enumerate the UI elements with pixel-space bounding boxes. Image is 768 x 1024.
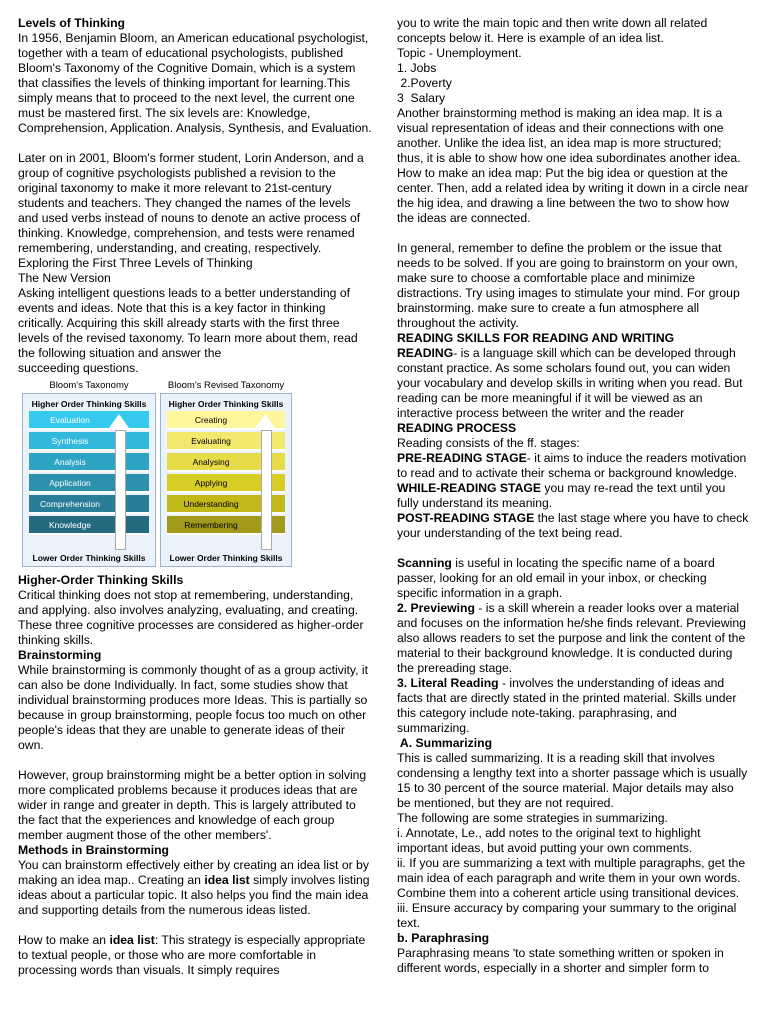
arrow-up-icon xyxy=(261,430,272,550)
heading-methods: Methods in Brainstorming xyxy=(18,843,169,857)
taxonomy-level: Understanding xyxy=(167,495,285,514)
paragraph: i. Annotate, Le., add notes to the original text to highlight important ideas, but avoid putting your own comments. xyxy=(397,826,701,855)
paragraph: Asking intelligent questions leads to a better understanding of events and ideas. Note that this is a key factor in thinking critically. Acquiring this skill already starts with the first three levels of the revised taxonomy. To learn more about them, read the following situation and answer the xyxy=(18,286,358,360)
heading-paraphrasing: b. Paraphrasing xyxy=(397,931,490,945)
arrow-head-icon xyxy=(109,414,129,428)
paragraph: Later on in 2001, Bloom's former student, Lorin Anderson, and a group of cognitive psychologists published a revision to the original taxonomy to make it more relevant to 21st-century students and teachers. They changed the names of the levels and used verbs instead of nouns to denote an active process of thinking. Knowledge, comprehension, and tests were renamed remembering, understanding, and creating, respectively. xyxy=(18,151,364,255)
taxonomy-level: Remembering xyxy=(167,516,285,535)
arrow-up-icon xyxy=(115,430,126,550)
paragraph: Critical thinking does not stop at remembering, understanding, and applying. also involves analyzing, evaluating, and creating. These three cognitive processes are considered as higher-order thinking skills. xyxy=(18,588,364,647)
taxonomy-level: Comprehension xyxy=(29,495,149,514)
taxonomy-level: Applying xyxy=(167,474,285,493)
taxonomy-level: Application xyxy=(29,474,149,493)
paragraph: In general, remember to define the problem or the issue that needs to be solved. If you are going to brainstorm on your own, make sure to choose a comfortable place and minimize distractions. Try using images to stimulate your mind. For group brainstorming. make sure to create a fun atmosphere all throughout the activity. xyxy=(397,241,740,330)
paragraph: In 1956, Benjamin Bloom, an American educational psychologist, together with a team of educational psychologists, published Bloom's Taxonomy of the Cognitive Domain, which is a system that classifies the levels of thinking important for learning.This simply means that to proceed to the next level, the current one must be mastered first. The six levels are: Knowledge, Comprehension, Application. Analysis, Synthesis, and Evaluation. xyxy=(18,31,372,135)
heading-summarizing: A. Summarizing xyxy=(397,736,493,750)
higher-order-label: Higher Order Thinking Skills xyxy=(168,399,284,409)
paragraph: Topic - Unemployment. xyxy=(397,46,522,60)
revised-taxonomy-panel xyxy=(160,379,292,563)
original-taxonomy-title: Bloom's Taxonomy xyxy=(49,380,129,391)
list-item: 3 Salary xyxy=(397,91,446,105)
paragraph: While brainstorming is commonly thought of as a group activity, it can also be done Individually. In fact, some studies show that individual brainstorming produces more Ideas. This is partially so because in group brainstorming, people focus too much on other people's ideas that they are unable to generate ideas of their own. xyxy=(18,663,368,752)
revised-taxonomy-title: Bloom's Revised Taxonomy xyxy=(167,380,285,391)
lower-order-label: Lower Order Thinking Skills xyxy=(32,553,146,563)
taxonomy-level: Analysing xyxy=(167,453,285,472)
paragraph: PRE-READING STAGE- it aims to induce the readers motivation to read and to activate their schema or background knowledge. xyxy=(397,451,747,480)
taxonomy-level: Creating xyxy=(167,411,285,430)
heading-higher-order: Higher-Order Thinking Skills xyxy=(18,573,184,587)
paragraph: WHILE-READING STAGE you may re-read the text until you fully understand its meaning. xyxy=(397,481,726,510)
paragraph: The following are some strategies in summarizing. xyxy=(397,811,668,825)
lower-order-label: Lower Order Thinking Skills xyxy=(169,553,283,563)
heading-brainstorming: Brainstorming xyxy=(18,648,102,662)
list-item: 2.Poverty xyxy=(397,76,452,90)
taxonomy-level: Synthesis xyxy=(29,432,149,451)
taxonomy-level: Evaluating xyxy=(167,432,285,451)
paragraph: you to write the main topic and then write down all related concepts below it. Here is example of an idea list. xyxy=(397,16,708,45)
paragraph: ii. If you are summarizing a text with multiple paragraphs, get the main idea of each paragraph and write them in your own words. Combine them into a coherent article using transitional devices. xyxy=(397,856,746,900)
paragraph: You can brainstorm effectively either by creating an idea list or by making an idea map.. Creating an idea list simply involves listing ideas about a particular topic. It also helps you find the main idea and supporting details from the numerous ideas listed. xyxy=(18,858,370,917)
paragraph: 3. Literal Reading - involves the understanding of ideas and facts that are directly stated in the printed material. Skills under this category include note-taking. paraphrasing, and summarizing. xyxy=(397,676,737,735)
paragraph: Reading consists of the ff. stages: xyxy=(397,436,580,450)
paragraph: Paraphrasing means 'to state something written or spoken in different words, especially in a shorter and simpler form to xyxy=(397,946,724,975)
heading-levels-of-thinking: Levels of Thinking xyxy=(18,16,125,30)
heading-reading-process: READING PROCESS xyxy=(397,421,517,435)
paragraph: READING- is a language skill which can be developed through constant practice. As some scholars found out, you can widen your vocabulary and develop skills in writing when you read. But reading can be more meaningful if it will be viewed as an interactive process between the writer and the reader xyxy=(397,346,743,420)
blooms-taxonomy-figure xyxy=(18,379,373,567)
higher-order-label: Higher Order Thinking Skills xyxy=(31,399,147,409)
paragraph: 2. Previewing - is a skill wherein a reader looks over a material and focuses on the information he/she finds relevant. Previewing also allows readers to set the purpose and link the content of the material to their background knowledge. It is conducted during the prereading stage. xyxy=(397,601,746,675)
heading-reading-skills: READING SKILLS FOR READING AND WRITING xyxy=(397,331,675,345)
taxonomy-level: Knowledge xyxy=(29,516,149,535)
paragraph: iii. Ensure accuracy by comparing your summary to the original text. xyxy=(397,901,737,930)
left-column xyxy=(18,16,373,978)
paragraph: How to make an idea list: This strategy is especially appropriate to textual people, or those who are more comfortable in processing words than visuals. It simply requires xyxy=(18,933,366,977)
paragraph: Exploring the First Three Levels of Thinking xyxy=(18,256,253,270)
paragraph: Another brainstorming method is making an idea map. It is a visual representation of ideas and their connections with one another. Unlike the idea list, an idea map is more structured; thus, it is able to show how one idea subordinates another idea. How to make an idea map: Put the big idea or question at the center. Then, add a related idea by writing it down in a circle near the hig idea, and drawing a line between the two to show how the ideas are connected. xyxy=(397,106,749,225)
paragraph: This is called summarizing. It is a reading skill that involves condensing a lengthy text into a shorter passage which is usually 15 to 30 percent of the source material. Major details may also be mentioned, but they are not required. xyxy=(397,751,748,810)
arrow-head-icon xyxy=(255,414,275,428)
paragraph: Scanning is useful in locating the specific name of a board passer, looking for an old email in your inbox, or checking specific information in a graph. xyxy=(397,556,715,600)
paragraph: POST-READING STAGE the last stage where you have to check your understanding of the text being read. xyxy=(397,511,749,540)
taxonomy-level: Evaluation xyxy=(29,411,149,430)
right-column xyxy=(397,16,749,976)
list-item: 1. Jobs xyxy=(397,61,437,75)
paragraph: succeeding questions. xyxy=(18,361,139,375)
original-taxonomy-panel xyxy=(22,379,156,563)
taxonomy-level: Analysis xyxy=(29,453,149,472)
paragraph: The New Version xyxy=(18,271,111,285)
paragraph: However, group brainstorming might be a better option in solving more complicated problems because it produces ideas that are wider in range and greater in depth. This is largely attributed to the fact that the experiences and knowledge of each group member augment those of the other members'. xyxy=(18,768,367,842)
